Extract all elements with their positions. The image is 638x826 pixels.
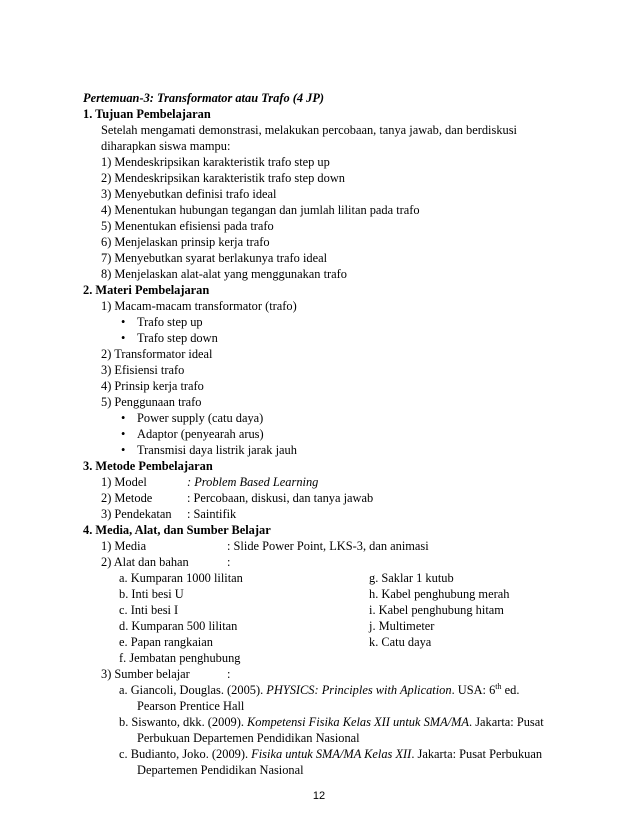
alat-item: h. Kabel penghubung merah [369,587,510,601]
bullet-item: • Trafo step down [137,330,218,346]
list-item: 4) Menentukan hubungan tegangan dan jumlah lilitan pada trafo [101,203,420,217]
alat-item: a. Kumparan 1000 lilitan [119,571,243,585]
list-item: 5) Menentukan efisiensi pada trafo [101,219,274,233]
alat-label: 2) Alat dan bahan [101,555,189,569]
alat-item: j. Multimeter [369,619,435,633]
metode-value-pendekatan: : Saintifik [187,507,237,521]
ref-a-author: a. Giancoli, Douglas. (2005). [119,683,264,697]
alat-item: b. Inti besi U [119,587,184,601]
ref-c-place: . Jakarta: Pusat Perbukuan [411,747,543,761]
page-number: 12 [312,790,326,802]
alat-item: f. Jembatan penghubung [119,651,241,665]
alat-item: k. Catu daya [369,635,432,649]
section-heading-media: 4. Media, Alat, dan Sumber Belajar [83,523,271,537]
ref-a-place: . USA: 6 [451,683,496,697]
tujuan-intro-text: Setelah mengamati demonstrasi, melakukan percobaan, tanya jawab, dan berdiskusi [101,123,517,137]
list-item: 7) Menyebutkan syarat berlakunya trafo ideal [101,251,328,265]
alat-item: i. Kabel penghubung hitam [369,603,504,617]
ref-a-sup: th [495,681,502,691]
bullet-item: • Power supply (catu daya) [137,410,263,426]
list-item: 8) Menjelaskan alat-alat yang menggunakan trafo [101,267,347,281]
section-heading-materi: 2. Materi Pembelajaran [83,283,210,297]
ref-b-author: b. Siswanto, dkk. (2009). [119,715,244,729]
bullet-item: • Adaptor (penyearah arus) [137,426,264,442]
ref-b-title: Kompetensi Fisika Kelas XII untuk SMA/MA [247,715,470,729]
tujuan-intro-line-2: diharapkan siswa mampu: [101,139,231,153]
tujuan-intro-line-1 [101,122,567,138]
ref-a-title: PHYSICS: Principles with Aplication [266,683,452,697]
alat-item: d. Kumparan 500 lilitan [119,619,238,633]
section-heading-metode: 3. Metode Pembelajaran [83,459,213,473]
reference-a-line-1 [119,682,519,698]
alat-item: c. Inti besi I [119,603,179,617]
reference-c-line-2: Departemen Pendidikan Nasional [137,763,304,777]
list-item: 2) Transformator ideal [101,347,213,361]
list-item: 2) Mendeskripsikan karakteristik trafo step down [101,171,345,185]
alat-item: g. Saklar 1 kutub [369,571,454,585]
list-item: 1) Macam-macam transformator (trafo) [101,299,297,313]
section-heading-tujuan: 1. Tujuan Pembelajaran [83,107,211,121]
ref-b-place: . Jakarta: Pusat [469,715,544,729]
reference-b-line-2: Perbukuan Departemen Pendidikan Nasional [137,731,360,745]
media-value: : Slide Power Point, LKS-3, dan animasi [227,539,429,553]
list-item: 4) Prinsip kerja trafo [101,379,204,393]
list-item: 5) Penggunaan trafo [101,395,202,409]
list-item: 1) Mendeskripsikan karakteristik trafo step up [101,155,330,169]
alat-item: e. Papan rangkaian [119,635,213,649]
list-item: 3) Menyebutkan definisi trafo ideal [101,187,277,201]
metode-label-metode: 2) Metode [101,491,153,505]
ref-c-title: Fisika untuk SMA/MA Kelas XII [251,747,412,761]
sumber-colon: : [227,667,231,681]
reference-b-line-1 [119,714,544,730]
sumber-label: 3) Sumber belajar [101,667,190,681]
bullet-item: • Transmisi daya listrik jarak jauh [137,442,297,458]
ref-a-edition: ed. [501,683,520,697]
metode-value-model: : Problem Based Learning [187,475,319,489]
ref-c-author: c. Budianto, Joko. (2009). [119,747,249,761]
alat-colon: : [227,555,231,569]
page-title: Pertemuan-3: Transformator atau Trafo (4 JP) [83,91,325,105]
bullet-item: • Trafo step up [137,314,203,330]
media-label: 1) Media [101,539,147,553]
metode-label-model: 1) Model [101,475,147,489]
reference-c-line-1 [119,746,542,762]
reference-a-line-2: Pearson Prentice Hall [137,699,245,713]
metode-value-metode: : Percobaan, diskusi, dan tanya jawab [187,491,374,505]
list-item: 3) Efisiensi trafo [101,363,185,377]
list-item: 6) Menjelaskan prinsip kerja trafo [101,235,270,249]
metode-label-pendekatan: 3) Pendekatan [101,507,172,521]
